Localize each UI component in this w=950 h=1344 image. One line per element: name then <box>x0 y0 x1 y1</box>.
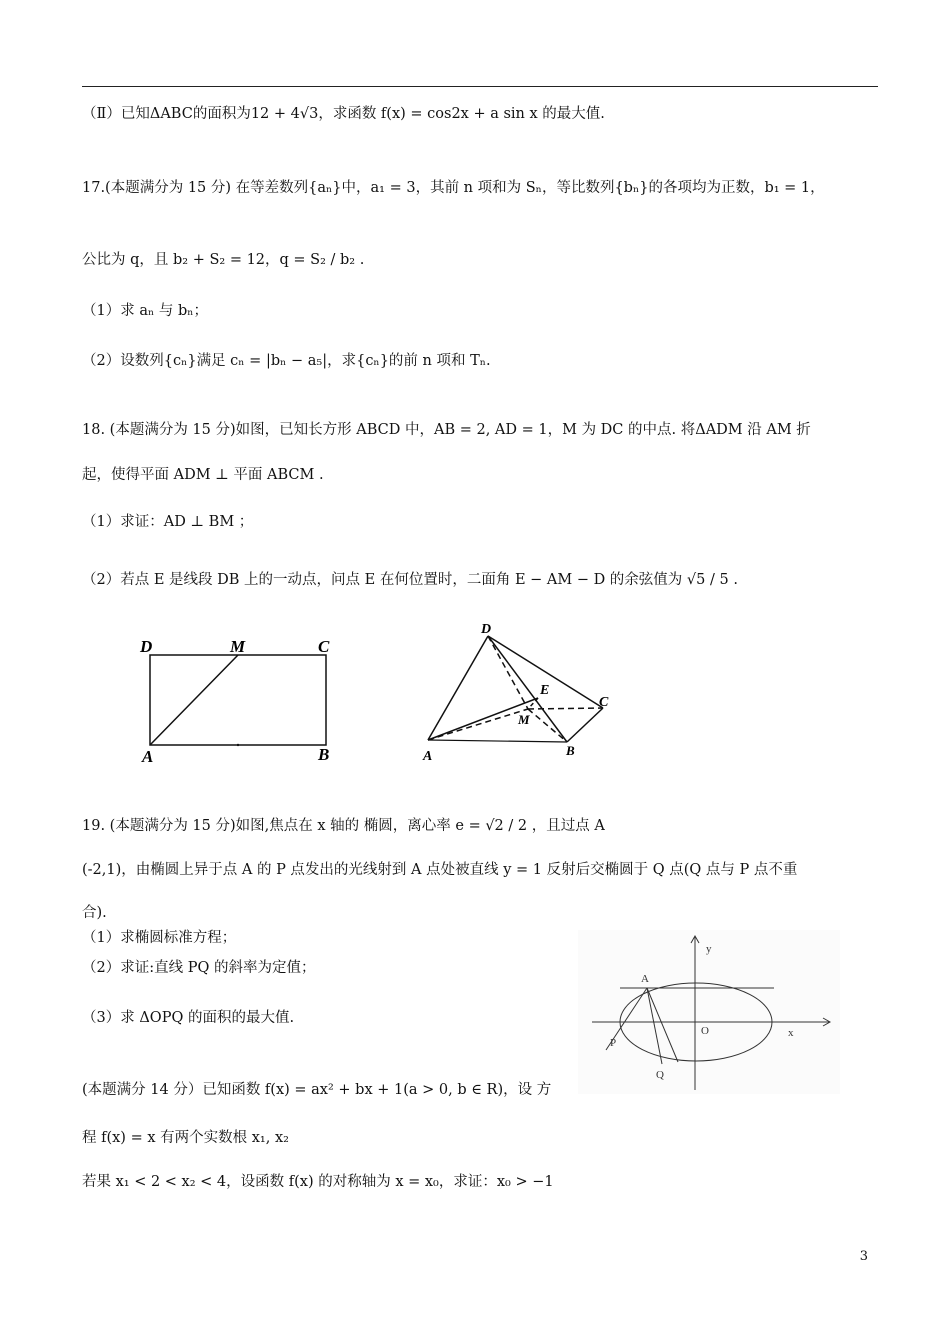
label-A: A <box>641 973 649 985</box>
pyramid-figure <box>415 618 625 768</box>
label-B: B <box>318 745 330 764</box>
text-line: 19. (本题满分为 15 分)如图,焦点在 x 轴的 椭圆，离心率 e = √2 / 2 ，且过点 A <box>82 818 605 834</box>
page-number: 3 <box>859 1249 868 1264</box>
text-line: 18. (本题满分为 15 分)如图，已知长方形 ABCD 中，AB = 2, AD = 1，M 为 DC 的中点. 将ΔADM 沿 AM 折 <box>82 422 811 438</box>
label-A: A <box>423 749 433 764</box>
label-x: x <box>788 1027 794 1039</box>
text-line: 若果 x₁ < 2 < x₂ < 4，设函数 f(x) 的对称轴为 x = x₀，求证：x₀ > −1 <box>82 1174 554 1190</box>
text-line: （2）若点 E 是线段 DB 上的一动点，问点 E 在何位置时，二面角 E − AM − D 的余弦值为 √5 / 5 . <box>82 572 738 588</box>
label-E: E <box>540 683 550 698</box>
header-rule <box>82 86 878 87</box>
text-line: （2）设数列{cₙ}满足 cₙ = |bₙ − a₅|，求{cₙ}的前 n 项和 Tₙ. <box>82 353 491 369</box>
text-line: 17.(本题满分为 15 分) 在等差数列{aₙ}中，a₁ = 3，其前 n 项和为 Sₙ，等比数列{bₙ}的各项均为正数，b₁ = 1， <box>82 180 825 196</box>
label-A: A <box>142 747 154 766</box>
label-M: M <box>518 712 530 727</box>
text-line: （1）求证：AD ⊥ BM ； <box>82 514 254 530</box>
text-line: 合). <box>82 905 107 921</box>
label-D: D <box>481 622 492 637</box>
rectangle-figure <box>130 630 350 770</box>
text-line: （Ⅱ）已知ΔABC的面积为12 + 4√3，求函数 f(x) = cos2x + a sin x 的最大值. <box>82 106 605 122</box>
text-line: 程 f(x) = x 有两个实数根 x₁, x₂ <box>82 1130 289 1146</box>
label-P: P <box>610 1037 617 1049</box>
text-line: (本题满分 14 分）已知函数 f(x) = ax² + bx + 1(a > 0, b ∈ R)，设 方 <box>82 1082 552 1098</box>
text-line: 起，使得平面 ADM ⊥ 平面 ABCM . <box>82 467 324 483</box>
label-O: O <box>701 1025 709 1037</box>
label-D: D <box>140 637 153 656</box>
text-line: （3）求 ΔOPQ 的面积的最大值. <box>82 1010 295 1026</box>
text-line: （1）求椭圆标准方程； <box>82 930 237 946</box>
label-y: y <box>706 943 712 955</box>
text-line: (-2,1)，由椭圆上异于点 A 的 P 点发出的光线射到 A 点处被直线 y = 1 反射后交椭圆于 Q 点(Q 点与 P 点不重 <box>82 862 798 878</box>
text-line: 公比为 q，且 b₂ + S₂ = 12，q = S₂ / b₂ . <box>82 252 365 268</box>
label-B: B <box>566 743 575 758</box>
label-C: C <box>599 695 609 710</box>
label-M: M <box>230 637 246 656</box>
label-Q: Q <box>656 1069 664 1081</box>
text-line: （2）求证:直线 PQ 的斜率为定值； <box>82 960 316 976</box>
text-line: （1）求 aₙ 与 bₙ； <box>82 303 209 319</box>
label-C: C <box>318 637 330 656</box>
ellipse-figure <box>578 930 840 1094</box>
